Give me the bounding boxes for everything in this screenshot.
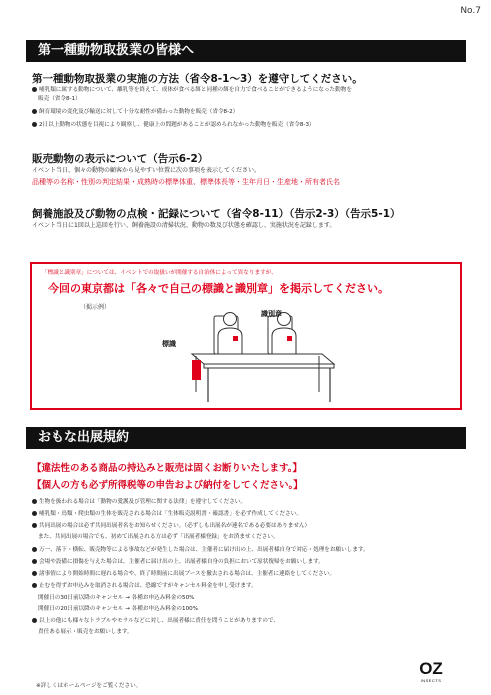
rule-illegal-goods: 【違法性のある商品の持込みと販売は固くお断りいたします。】 <box>32 463 302 474</box>
badge-label: 識別章 <box>261 310 282 318</box>
notice-headline: 今回の東京都は「各々で自己の標識と識別章」を掲示してください。 <box>48 282 389 295</box>
bullet-icon <box>32 559 37 564</box>
rule-responsibility: 以上の他にも様々なトラブルやモラルなどに対し、出展者様に責任を問うことがありますので、 <box>32 617 279 625</box>
section1-heading: 第一種動物取扱業の実施の方法（省令8-1～3）を遵守してください。 <box>32 73 363 85</box>
bullet-icon <box>32 547 37 552</box>
display-items: 品種等の名称・性別の判定結果・成熟時の標準体重、標準体長等・生年月日・生産地・所有者氏名 <box>32 178 340 186</box>
inspection-text: イベント当日に1回以上巡回を行い、飼養施設の清掃状況、動物の数及び状態を確認し、実施状況を記録します。 <box>32 222 336 229</box>
rule-accidents: 万一、落下・横転、販売物等による事故などが発生した場合は、主催者に届け出の上、出展者様自身で対応・処理をお願いします。 <box>32 546 369 554</box>
section2-banner: おもな出展規約 <box>26 427 466 449</box>
rule-8-1: 哺乳類に属する動物について、離乳等を終えて、成体が食べる餌と同種の餌を自力で食べることができるようになった動物を <box>32 86 352 94</box>
cancel-fee-20: 開催日の20日前以降のキャンセル → 各種お申込み料金の100% <box>38 606 199 612</box>
bullet-icon <box>32 571 37 576</box>
sign-label: 標識 <box>162 340 176 348</box>
bullet-icon <box>32 122 37 127</box>
rule-joint-exhibit: 共同出展の場合は必ず共同出展者名をお知らせください。（必ずしも出展名が連名である必要はありません） <box>32 522 310 530</box>
inspection-heading: 飼養施設及び動物の点検・記録について（省令8-11）（告示2-3）（告示5-1） <box>32 208 401 220</box>
bullet-icon <box>32 618 37 623</box>
footnote: ※詳しくはホームページをご覧ください。 <box>36 683 142 689</box>
rule-8-2: 飼育環境の変化及び輸送に対して十分な耐性が備わった動物を販売（省令8-2） <box>32 108 238 116</box>
rule-tax: 【個人の方も必ず所得税等の申告および納付をしてください。】 <box>32 480 303 491</box>
rule-sales-docs: 哺乳類・鳥類・爬虫類の生体を販売される場合は「生体販売説明書・確認書」を必ず作成してください。 <box>32 510 302 518</box>
cancel-fee-30: 開催日の30日前以降のキャンセル → 各種お申込み料金の50% <box>38 595 195 601</box>
bullet-icon <box>32 583 37 588</box>
notice-note: 「標識と識別章」については、イベントでの取扱いが開催する自治体によって異なりますが、 <box>42 270 277 276</box>
section1-banner: 第一種動物取扱業の皆様へ <box>26 40 466 62</box>
rule-late-early: 諸事情により開始時間に遅れる場合や、終了時間前に出展ブースを撤去される場合は、主催者に連絡をしてください。 <box>32 570 335 578</box>
display-heading: 販売動物の表示について（告示6-2） <box>32 153 209 165</box>
notice-box <box>30 262 462 410</box>
bullet-icon <box>32 87 37 92</box>
rule-responsibility-cont: 責任ある展示・販売をお願いします。 <box>38 629 133 635</box>
bullet-icon <box>32 499 37 504</box>
rule-animal-law: 生物を扱われる場合は「動物の愛護及び管理に関する法律」を遵守してください。 <box>32 498 246 506</box>
rule-joint-exhibit-cont: また、共同出展の場合でも、初めて出展される方は必ず「出展者様登録」をお済ませください。 <box>38 534 279 540</box>
rule-cancellation: 止むを得ずお申込みを取消される場合は、恐縮ですがキャンセル料金を申し受けます。 <box>32 582 257 590</box>
rule-damage: 会場や設備に損傷を与えた場合は、主催者に届け出の上、出展者様自身の負担において原状復帰をお願いします。 <box>32 558 324 566</box>
bullet-icon <box>32 523 37 528</box>
svg-text:INSECTS: INSECTS <box>420 678 442 683</box>
bullet-icon <box>32 511 37 516</box>
oz-insects-logo <box>416 654 446 684</box>
rule-8-1-cont: 販売（省令8-1） <box>38 96 81 102</box>
page-number: No.7 <box>460 6 481 16</box>
example-label: （掲示例） <box>80 304 111 311</box>
display-text: イベント当日、個々の動物の顧客から見やすい位置に次の事項を表示してください。 <box>32 167 261 174</box>
svg-text:OZ: OZ <box>419 659 443 678</box>
bullet-icon <box>32 109 37 114</box>
rule-8-3: 2日以上動物の状態を目視により観察し、健康上の問題があることが認められなかった動物を販売（省令8-3） <box>32 121 315 129</box>
